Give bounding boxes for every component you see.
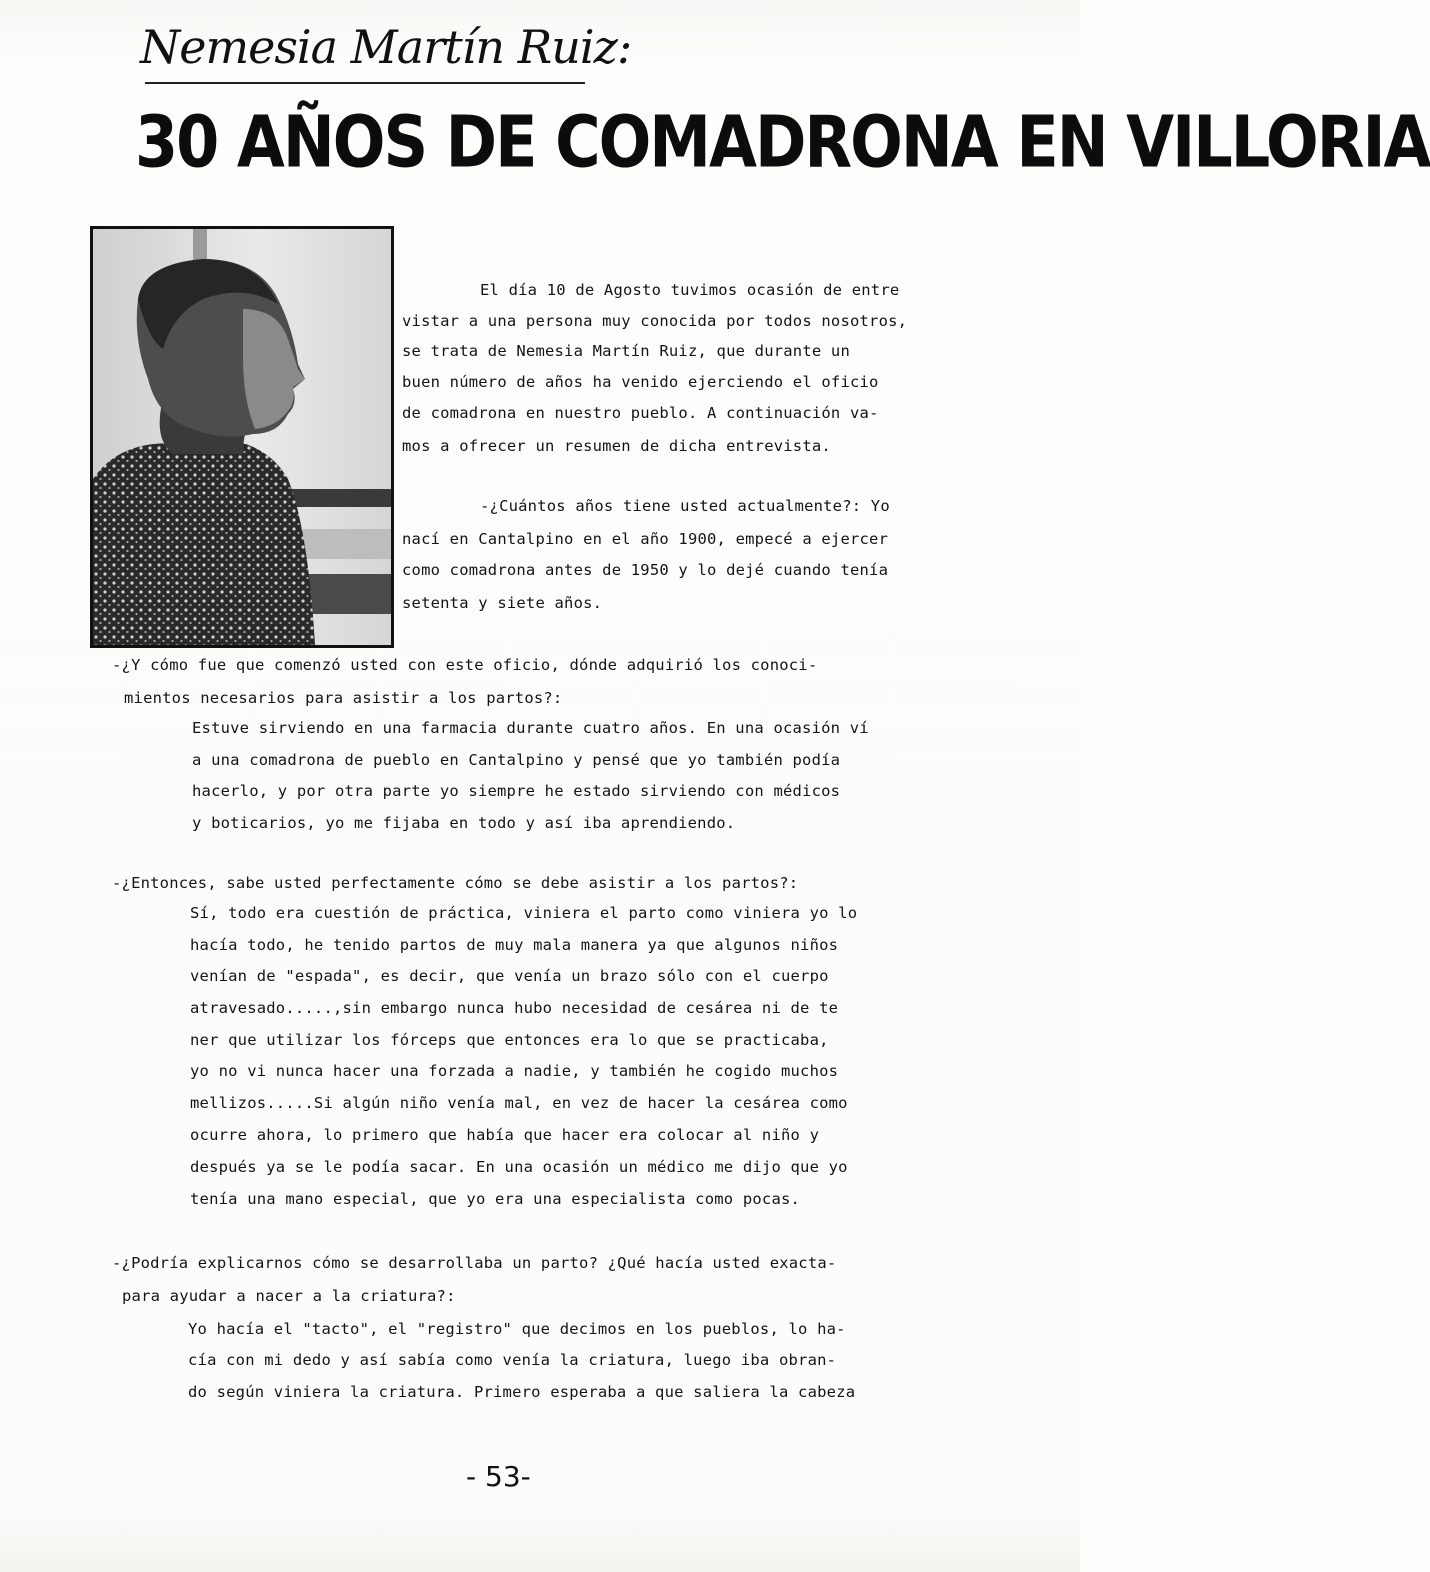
text-line: do según viniera la criatura. Primero esperaba a que saliera la cabeza	[188, 1383, 856, 1401]
text-line: como comadrona antes de 1950 y lo dejé cuando tenía	[402, 561, 889, 579]
text-line: venían de "espada", es decir, que venía un brazo sólo con el cuerpo	[190, 967, 829, 985]
text-line: y boticarios, yo me fijaba en todo y así iba aprendiendo.	[192, 814, 736, 832]
text-line: a una comadrona de pueblo en Cantalpino y pensé que yo también podía	[192, 751, 841, 769]
text-line: cía con mi dedo y así sabía como venía la criatura, luego iba obran-	[188, 1351, 837, 1369]
text-line: ner que utilizar los fórceps que entonces era lo que se practicaba,	[190, 1031, 829, 1049]
text-line: yo no vi nunca hacer una forzada a nadie, y también he cogido muchos	[190, 1062, 839, 1080]
text-line: hacerlo, y por otra parte yo siempre he estado sirviendo con médicos	[192, 782, 841, 800]
text-line: -¿Podría explicarnos cómo se desarrollaba un parto? ¿Qué hacía usted exacta-	[112, 1254, 837, 1272]
text-line: hacía todo, he tenido partos de muy mala manera ya que algunos niños	[190, 936, 839, 954]
text-line: vistar a una persona muy conocida por todos nosotros,	[402, 312, 908, 330]
text-line: ocurre ahora, lo primero que había que hacer era colocar al niño y	[190, 1126, 820, 1144]
text-line: Sí, todo era cuestión de práctica, viniera el parto como viniera yo lo	[190, 904, 858, 922]
handwritten-title: Nemesia Martín Ruiz:	[140, 20, 632, 74]
text-line: para ayudar a nacer a la criatura?:	[122, 1287, 456, 1305]
title-underline	[145, 82, 585, 84]
text-line: mos a ofrecer un resumen de dicha entrevista.	[402, 437, 831, 455]
text-line: -¿Cuántos años tiene usted actualmente?: Yo	[480, 497, 890, 515]
text-line: buen número de años ha venido ejerciendo el oficio	[402, 373, 879, 391]
text-line: mellizos.....Si algún niño venía mal, en vez de hacer la cesárea como	[190, 1094, 848, 1112]
text-line: setenta y siete años.	[402, 594, 603, 612]
text-line: El día 10 de Agosto tuvimos ocasión de entre	[480, 281, 900, 299]
text-line: nací en Cantalpino en el año 1900, empecé a ejercer	[402, 530, 889, 548]
text-line: Yo hacía el "tacto", el "registro" que decimos en los pueblos, lo ha-	[188, 1320, 846, 1338]
portrait-image	[93, 229, 391, 645]
text-line: atravesado.....,sin embargo nunca hubo necesidad de cesárea ni de te	[190, 999, 839, 1017]
text-line: Estuve sirviendo en una farmacia durante cuatro años. En una ocasión ví	[192, 719, 869, 737]
text-line: -¿Entonces, sabe usted perfectamente cómo se debe asistir a los partos?:	[112, 874, 799, 892]
text-line: de comadrona en nuestro pueblo. A continuación va-	[402, 404, 879, 422]
main-title: 30 AÑOS DE COMADRONA EN VILLORIA	[135, 100, 1430, 184]
page-number: - 53-	[466, 1460, 531, 1493]
text-line: después ya se le podía sacar. En una ocasión un médico me dijo que yo	[190, 1158, 848, 1176]
text-line: mientos necesarios para asistir a los partos?:	[124, 689, 563, 707]
text-line: tenía una mano especial, que yo era una especialista como pocas.	[190, 1190, 801, 1208]
portrait-photo	[90, 226, 394, 648]
text-line: -¿Y cómo fue que comenzó usted con este oficio, dónde adquirió los conoci-	[112, 656, 818, 674]
text-line: se trata de Nemesia Martín Ruiz, que durante un	[402, 342, 850, 360]
